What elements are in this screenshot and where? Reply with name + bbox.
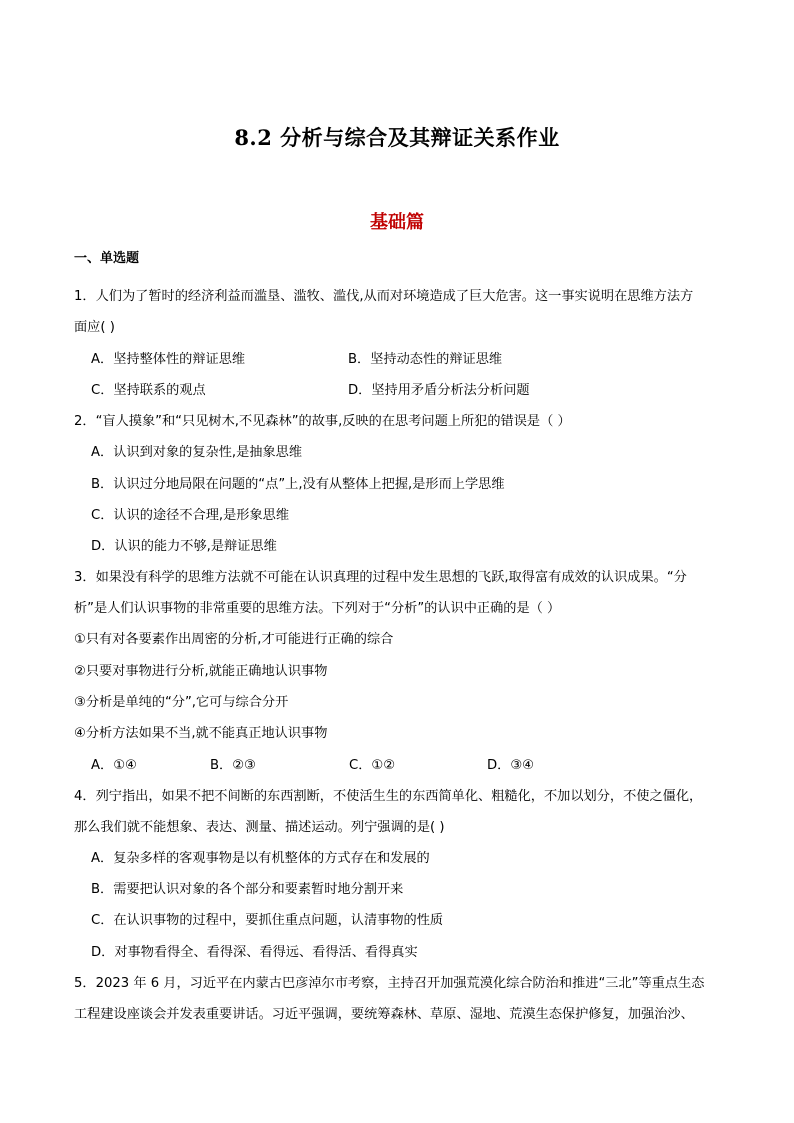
q3-option-b: B．②③ — [210, 758, 256, 773]
q5-stem-line1: 5．2023 年 6 月，习近平在内蒙古巴彦淖尔市考察，主持召开加强荒漠化综合防治和推进“三北”等重点生态 — [74, 976, 705, 991]
q4-option-d: D．对事物看得全、看得深、看得远、看得活、看得真实 — [91, 945, 418, 960]
q5-stem-line2: 工程建设座谈会并发表重要讲话。习近平强调，要统筹森林、草原、湿地、荒漠生态保护修复，加强治沙、 — [74, 1007, 694, 1022]
q2-option-c: C．认识的途径不合理,是形象思维 — [91, 508, 290, 523]
q1-option-b: B．坚持动态性的辩证思维 — [348, 352, 503, 367]
q3-statement-2: ②只要对事物进行分析,就能正确地认识事物 — [74, 664, 328, 679]
q2-option-b: B．认识过分地局限在问题的“点”上,没有从整体上把握,是形而上学思维 — [91, 477, 505, 492]
page-title: 8.2 分析与综合及其辩证关系作业 — [234, 125, 560, 150]
q3-stem-line2: 析”是人们认识事物的非常重要的思维方法。下列对于“分析”的认识中正确的是（ ） — [74, 601, 561, 616]
section-heading: 基础篇 — [370, 212, 424, 233]
q4-option-c: C．在认识事物的过程中，要抓住重点问题，认清事物的性质 — [91, 913, 444, 928]
q4-stem-line2: 那么我们就不能想象、表达、测量、描述运动。列宁强调的是( ) — [74, 820, 445, 835]
q2-stem-line1: 2．“盲人摸象”和“只见树木,不见森林”的故事,反映的在思考问题上所犯的错误是（ ） — [74, 414, 571, 429]
q3-statement-3: ③分析是单纯的“分”,它可与综合分开 — [74, 695, 289, 710]
part-heading: 一、单选题 — [74, 251, 140, 266]
q3-statement-1: ①只有对各要素作出周密的分析,才可能进行正确的综合 — [74, 632, 394, 647]
q3-option-d: D．③④ — [487, 758, 534, 773]
q4-option-a: A．复杂多样的客观事物是以有机整体的方式存在和发展的 — [91, 851, 430, 866]
q3-option-c: C．①② — [349, 758, 396, 773]
q4-option-b: B．需要把认识对象的各个部分和要素暂时地分割开来 — [91, 882, 404, 897]
q2-option-a: A．认识到对象的复杂性,是抽象思维 — [91, 445, 303, 460]
q3-stem-line1: 3．如果没有科学的思维方法就不可能在认识真理的过程中发生思想的飞跃,取得富有成效的认识成果。“分 — [74, 570, 687, 585]
q2-option-d: D．认识的能力不够,是辩证思维 — [91, 539, 277, 554]
q1-option-d: D．坚持用矛盾分析法分析问题 — [348, 383, 530, 398]
q4-stem-line1: 4．列宁指出，如果不把不间断的东西割断，不使活生生的东西简单化、粗糙化，不加以划分，不使之僵化， — [74, 789, 703, 804]
q1-stem-line1: 1．人们为了暂时的经济利益而滥垦、滥牧、滥伐,从而对环境造成了巨大危害。这一事实说明在思维方法方 — [74, 289, 694, 304]
q3-option-a: A．①④ — [91, 758, 137, 773]
q1-stem-line2: 面应( ) — [74, 320, 115, 335]
q1-option-c: C．坚持联系的观点 — [91, 383, 206, 398]
q3-statement-4: ④分析方法如果不当,就不能真正地认识事物 — [74, 726, 328, 741]
q1-option-a: A．坚持整体性的辩证思维 — [91, 352, 246, 367]
